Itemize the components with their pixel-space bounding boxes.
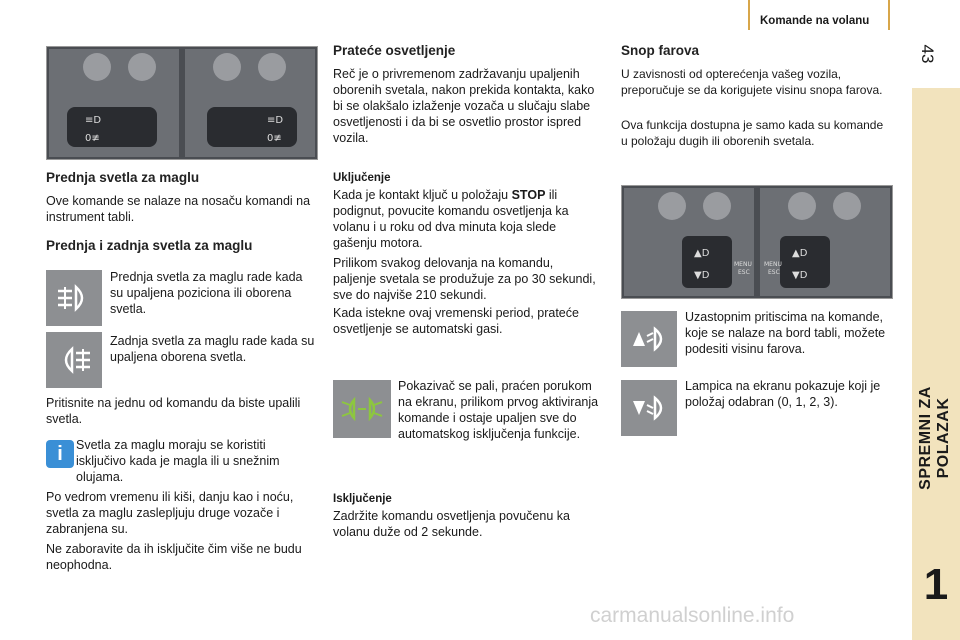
- svg-text:▼D: ▼D: [792, 270, 808, 281]
- front-rear-heading: Prednja i zadnja svetla za maglu: [46, 238, 253, 253]
- on-text-d: Kada istekne ovaj vremenski period, prateće osvetljenje se automatski gasi.: [333, 306, 579, 336]
- rear-fog-desc: Zadnja svetla za maglu rade kada su upaljena oborena svetla.: [110, 334, 315, 364]
- info-text: Svetla za maglu moraju se koristiti isključivo kada je magla ili u snežnim olujama.: [76, 438, 280, 484]
- esc-label: ESC: [768, 269, 780, 276]
- header-divider: [748, 0, 750, 30]
- esc-label: ESC: [738, 269, 750, 276]
- headlamp-heading: Snop farova: [621, 43, 700, 58]
- off-heading: Isključenje: [333, 493, 392, 505]
- fog-para-2: Ne zaboravite da ih isključite čim više ne budu neophodna.: [46, 542, 302, 572]
- headlamp-down-desc: Lampica na ekranu pokazuje koji je položaj odabran (0, 1, 2, 3).: [685, 379, 881, 409]
- off-text: Zadržite komandu osvetljenja povučenu ka volanu duže od 2 sekunde.: [333, 509, 570, 539]
- press-text: Pritisnite na jednu od komandu da biste upalili svetla.: [46, 396, 301, 426]
- headlamp-photo: [621, 185, 893, 299]
- front-fog-desc: Prednja svetla za maglu rade kada su upaljena poziciona ili oborena svetla.: [110, 270, 303, 316]
- svg-text:0≢: 0≢: [85, 133, 100, 144]
- svg-text:≡D: ≡D: [267, 115, 284, 126]
- headlamp-up-desc: Uzastopnim pritiscima na komande, koje se nalaze na bord tabli, možete podesiti visinu farova.: [685, 310, 886, 356]
- front-fog-icon: [46, 270, 102, 326]
- fog-para-1: Po vedrom vremenu ili kiši, danju kao i noću, svetla za maglu zaslepljuju druge vozače i zabranjena su.: [46, 490, 294, 536]
- dashboard-photo: [46, 46, 318, 160]
- front-fog-text: Ove komande se nalaze na nosaču komandi na instrument tabli.: [46, 194, 311, 224]
- chapter-title: SPREMNI ZA POLAZAK: [917, 386, 952, 490]
- svg-text:≡D: ≡D: [85, 115, 102, 126]
- headlamp-up-icon: [621, 311, 677, 367]
- on-text-c: Prilikom svakog delovanja na komandu, paljenje svetala se produžuje za po 30 sekundi, sve do najviše 210 sekundi.: [333, 256, 596, 302]
- info-icon: i: [46, 440, 74, 468]
- header-divider: [888, 0, 890, 30]
- section-title: Komande na volanu: [760, 15, 870, 27]
- follow-me-heading: Prateće osvetljenje: [333, 43, 456, 58]
- dashboard-illustration: [47, 47, 317, 159]
- indicator-text: Pokazivač se pali, praćen porukom na ekranu, prilikom prvog aktiviranja komande i ostaje upaljen sve do automatskog isključenja funkcije.: [398, 379, 599, 441]
- front-fog-heading: Prednja svetla za maglu: [46, 170, 200, 185]
- follow-me-intro: Reč je o privremenom zadržavanju upaljenih oborenih svetala, nakon prekida kontakta, kako bi se olakšalo izlaženje vozača u slučaju slabe osvetljenosti i da bi se osvetlio prostor ispred vozila.: [333, 67, 595, 145]
- headlamp-illustration: [622, 186, 892, 298]
- page-number: 43: [918, 44, 937, 64]
- svg-text:0≢: 0≢: [267, 133, 282, 144]
- headlamp-text-1: U zavisnosti od opterećenja vašeg vozila, preporučuje se da korigujete visinu snopa farova.: [621, 67, 883, 97]
- on-heading: Uključenje: [333, 172, 391, 184]
- watermark: carmanualsonline.info: [590, 604, 795, 627]
- menu-label: MENU: [764, 261, 782, 268]
- svg-text:▼D: ▼D: [694, 270, 710, 281]
- headlamp-text-2: Ova funkcija dostupna je samo kada su komande u položaju dugih ili oborenih svetala.: [621, 118, 884, 148]
- svg-text:▲D: ▲D: [792, 248, 808, 259]
- chapter-number: 1: [923, 560, 949, 609]
- menu-label: MENU: [734, 261, 752, 268]
- svg-text:▲D: ▲D: [694, 248, 710, 259]
- on-text: Kada je kontakt ključ u položaju STOP ili podignut, povucite komandu osvetljenja ka volanu i u roku od dva minuta koja slede gašenju motora.: [333, 188, 569, 250]
- rear-fog-icon: [46, 332, 102, 388]
- follow-me-indicator-icon: [333, 380, 391, 438]
- headlamp-down-icon: [621, 380, 677, 436]
